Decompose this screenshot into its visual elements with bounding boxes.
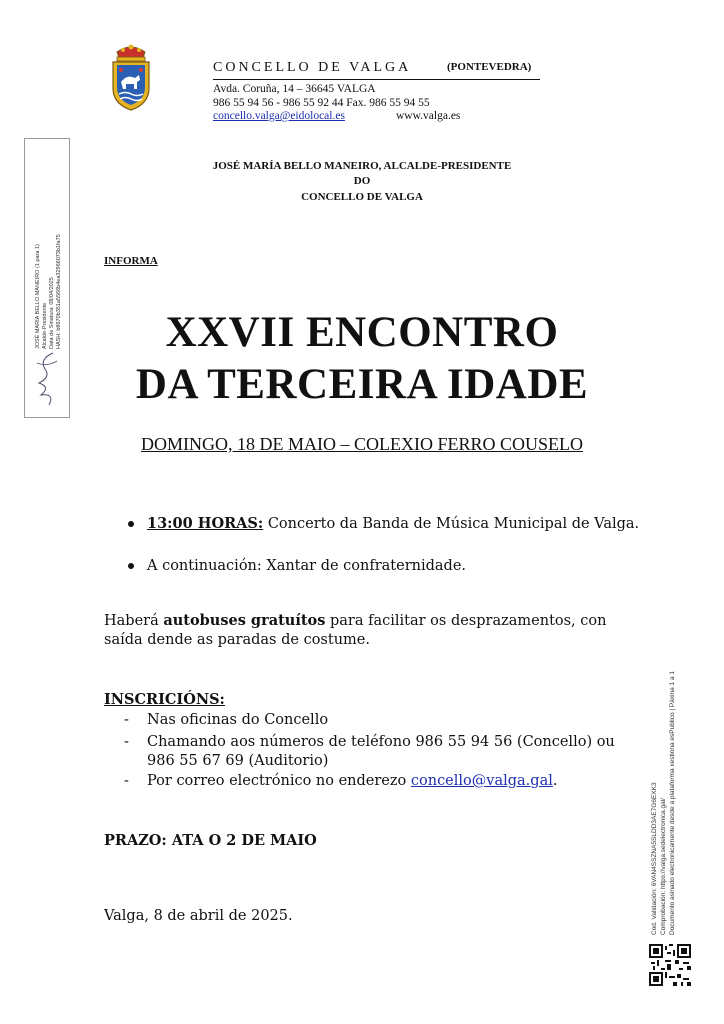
inscription-item-phone-cont: 986 55 67 69 (Auditorio): [147, 753, 329, 769]
inscription-item-phone: Chamando aos números de teléfono 986 55 94 56 (Concello) ou: [147, 734, 615, 750]
bullet-dot-icon: [128, 521, 134, 527]
list-dash: -: [124, 773, 129, 789]
event-title-line2: DA TERCEIRA IDADE: [135, 361, 589, 408]
council-name: CONCELLO DE VALGA: [213, 60, 412, 75]
inscription-item-offices: Nas oficinas do Concello: [147, 712, 329, 728]
inscription-email-text: Por correo electrónico no enderezo: [147, 773, 411, 789]
council-phones: 986 55 94 56 - 986 55 92 44 Fax. 986 55 94 55: [213, 97, 430, 109]
council-address: Avda. Coruña, 14 – 36645 VALGA: [213, 83, 376, 95]
inscription-email-end: .: [552, 773, 558, 789]
signature-hash: HASH: b8670b351a5566b4ea32966073b1fa75: [56, 234, 62, 349]
council-email-link[interactable]: concello.valga@eidolocal.es: [213, 110, 345, 122]
bus-note-highlight: autobuses gratuítos: [163, 612, 326, 629]
mayor-connector: DO: [353, 175, 371, 187]
council-province: (PONTEVEDRA): [447, 61, 532, 73]
mayor-name: JOSÉ MARÍA BELLO MANEIRO, ALCALDE-PRESIDENTE: [212, 160, 512, 172]
qr-code-icon[interactable]: [649, 944, 691, 986]
inscriptions-heading: INSCRICIÓNS:: [104, 691, 225, 708]
bus-note-line1: [104, 611, 606, 631]
bus-note-prefix: Haberá: [104, 613, 164, 629]
event-title-line1: XXVII ENCONTRO: [165, 309, 559, 356]
council-website: www.valga.es: [396, 110, 461, 122]
verification-text: [650, 635, 677, 935]
signature-date: Data de Sinatura: 08/04/2025: [49, 277, 55, 349]
signature-role: Alcalde-Presidente: [42, 302, 48, 349]
informa-heading: INFORMA: [104, 255, 158, 267]
bus-note-line2: saída dende as paradas de costume.: [104, 632, 370, 648]
place-date-signoff: Valga, 8 de abril de 2025.: [104, 908, 293, 924]
bullet-dot-icon: [128, 563, 134, 569]
bus-note-suffix: para facilitar os desprazamentos, con: [325, 613, 607, 629]
concert-time: 13:00 HORAS:: [147, 515, 264, 532]
council-crest-icon: [107, 42, 155, 112]
deadline: PRAZO: ATA O 2 DE MAIO: [104, 832, 317, 849]
verification-code: Cod. Validación: 6VAN4SSZNA5SLDD3AE7G6EXK3: [651, 782, 658, 935]
verification-platform: Documento asinado electronicamente desde a plataforma xestiona esPublico | Páxina 1 a 1: [669, 670, 676, 935]
signature-signer: JOSÉ MARÍA BELLO MANEIRO (1 para 1): [35, 244, 41, 349]
verification-url[interactable]: Comprobación: https://valga.sedelectronica.gal/: [660, 798, 667, 935]
inscription-email-link[interactable]: concello@valga.gal: [410, 773, 553, 789]
list-dash: -: [124, 734, 129, 750]
inscription-item-email: [147, 771, 557, 791]
concert-description: Concerto da Banda de Música Municipal de Valga.: [263, 516, 640, 532]
event-date-venue: DOMINGO, 18 DE MAIO – COLEXIO FERRO COUSELO: [141, 434, 583, 454]
list-dash: -: [124, 712, 129, 728]
header-divider: [213, 79, 540, 80]
bullet-item-concert: [147, 514, 639, 534]
mayor-council: CONCELLO DE VALGA: [301, 191, 423, 203]
bullet-item-lunch: A continuación: Xantar de confraternidade.: [147, 558, 467, 574]
